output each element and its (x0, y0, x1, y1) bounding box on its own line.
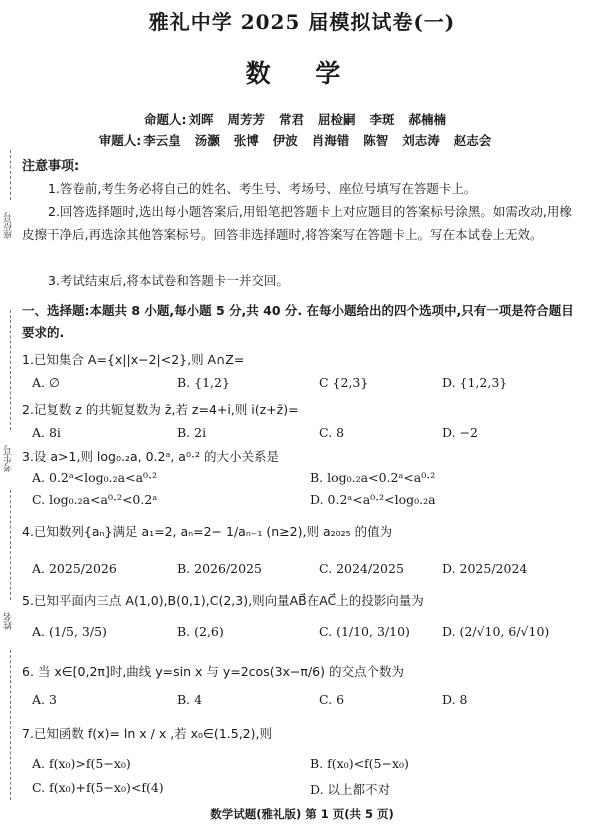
option-b: B. 2i (177, 425, 207, 440)
question-options (22, 470, 582, 490)
option-c: C {2,3} (319, 375, 369, 390)
reviewer-name: 赵志会 (453, 133, 492, 148)
setter-name: 常君 (278, 112, 304, 127)
option-a: A. f(x₀)>f(5−x₀) (32, 756, 131, 771)
setters-line (22, 110, 582, 128)
question-stem: 2.记复数 z 的共轭复数为 z̄,若 z=4+i,则 i(z+z̄)= (22, 402, 299, 417)
notice-heading: 注意事项: (22, 159, 80, 174)
option-b: B. 2026/2025 (177, 561, 262, 576)
question-options (22, 780, 582, 800)
question-stem: 5.已知平面内三点 A(1,0),B(0,1),C(2,3),则向量AB⃗在AC⃗上的投影向量为 (22, 593, 424, 608)
reviewer-name: 汤灏 (194, 133, 220, 148)
question-options (22, 425, 582, 445)
option-a: A. ∅ (32, 375, 60, 390)
option-b: B. log₀.₂a<0.2ᵃ<a⁰·² (310, 470, 436, 485)
option-c: C. (1/10, 3/10) (319, 624, 410, 639)
option-d: D. 0.2ᵃ<a⁰·²<log₀.₂a (310, 492, 436, 507)
question-options (22, 692, 582, 712)
option-d: D. −2 (442, 425, 478, 440)
notice-item (22, 177, 580, 200)
option-c: C. f(x₀)+f(5−x₀)<f(4) (32, 780, 164, 795)
option-c: C. log₀.₂a<a⁰·²<0.2ᵃ (32, 492, 158, 507)
margin-dashed-line (10, 650, 11, 800)
option-a: A. 0.2ᵃ<log₀.₂a<a⁰·² (32, 470, 158, 485)
notice-item (22, 200, 580, 246)
margin-dashed-line (10, 490, 11, 600)
page-footer: 数学试题(雅礼版) 第 1 页(共 5 页) (210, 807, 394, 821)
question-options (22, 561, 582, 581)
subject-title: 数 学 (245, 59, 359, 88)
option-a: A. (1/5, 3/5) (32, 624, 107, 639)
setter-name: 周芳芳 (227, 112, 265, 127)
question-stem: 3.设 a>1,则 log₀.₂a, 0.2ᵃ, a⁰·² 的大小关系是 (22, 449, 279, 464)
reviewer-name: 张博 (233, 133, 259, 148)
option-d: D. 2025/2024 (442, 561, 528, 576)
option-a: A. 8i (32, 425, 61, 440)
notice-item (22, 269, 580, 292)
reviewer-name: 陈智 (363, 133, 389, 148)
notice-text: 2.回答选择题时,选出每小题答案后,用铅笔把答题卡上对应题目的答案标号涂黑。如需改动,用橡皮擦干净后,再选涂其他答案标号。回答非选择题时,将答案写在答题卡上。写在本试卷上无效。 (22, 204, 572, 242)
question-stem: 4.已知数列{aₙ}满足 a₁=2, aₙ=2− 1/aₙ₋₁ (n≥2),则 a₂₀₂₅ 的值为 (22, 524, 393, 539)
option-a: A. 3 (32, 692, 57, 707)
exam-page (22, 0, 582, 829)
option-b: B. (2,6) (177, 624, 224, 639)
setter-name: 李斑 (369, 112, 395, 127)
question-options (22, 492, 582, 512)
reviewer-name: 刘志涛 (402, 133, 440, 148)
setters-label: 命题人: (143, 112, 187, 127)
option-c: C. 6 (319, 692, 345, 707)
option-d: D. {1,2,3} (442, 375, 508, 390)
question-options (22, 756, 582, 776)
notice-text: 3.考试结束后,将本试卷和答题卡一并交回。 (48, 273, 289, 288)
notice-text: 1.答卷前,考生务必将自己的姓名、考生号、考场号、座位号填写在答题卡上。 (48, 181, 477, 196)
setter-name: 郝楠楠 (408, 112, 447, 127)
question-options (22, 624, 582, 644)
option-b: B. 4 (177, 692, 203, 707)
question-stem: 1.已知集合 A={x||x−2|<2},则 A∩Z= (22, 352, 245, 367)
reviewer-name: 肖海错 (311, 133, 350, 148)
reviewers-label: 审题人: (98, 133, 142, 148)
option-d: D. 以上都不对 (310, 782, 391, 797)
option-b: B. f(x₀)<f(5−x₀) (310, 756, 409, 771)
exam-title: 雅礼中学 2025 届模拟试卷(一) (148, 10, 456, 34)
option-d: D. 8 (442, 692, 468, 707)
option-c: C. 8 (319, 425, 345, 440)
reviewer-name: 李云皇 (143, 133, 181, 148)
name-label: 姓名 (4, 612, 14, 630)
margin-dashed-line (10, 150, 11, 200)
setter-name: 刘晖 (188, 112, 214, 127)
question-stem: 7.已知函数 f(x)= ln x / x ,若 x₀∈(1.5,2),则 (22, 726, 272, 741)
candidate-number-label: 考生号 (4, 445, 14, 472)
option-d: D. (2/√10, 6/√10) (442, 624, 550, 639)
section-heading: 一、选择题:本题共 8 小题,每小题 5 分,共 40 分. 在每小题给出的四个选项中,只有一项是符合题目要求的. (22, 303, 574, 340)
option-c: C. 2024/2025 (319, 561, 404, 576)
seat-number-label: 座位号 (4, 212, 14, 239)
setter-name: 屈检嗣 (318, 112, 356, 127)
question-stem: 6. 当 x∈[0,2π]时,曲线 y=sin x 与 y=2cos(3x−π/6) 的交点个数为 (22, 664, 404, 679)
binding-margin (0, 0, 22, 829)
reviewers-line (22, 131, 582, 149)
option-b: B. {1,2} (177, 375, 230, 390)
option-a: A. 2025/2026 (32, 561, 117, 576)
reviewer-name: 伊波 (272, 133, 298, 148)
question-options (22, 375, 582, 395)
margin-dashed-line (10, 310, 11, 430)
